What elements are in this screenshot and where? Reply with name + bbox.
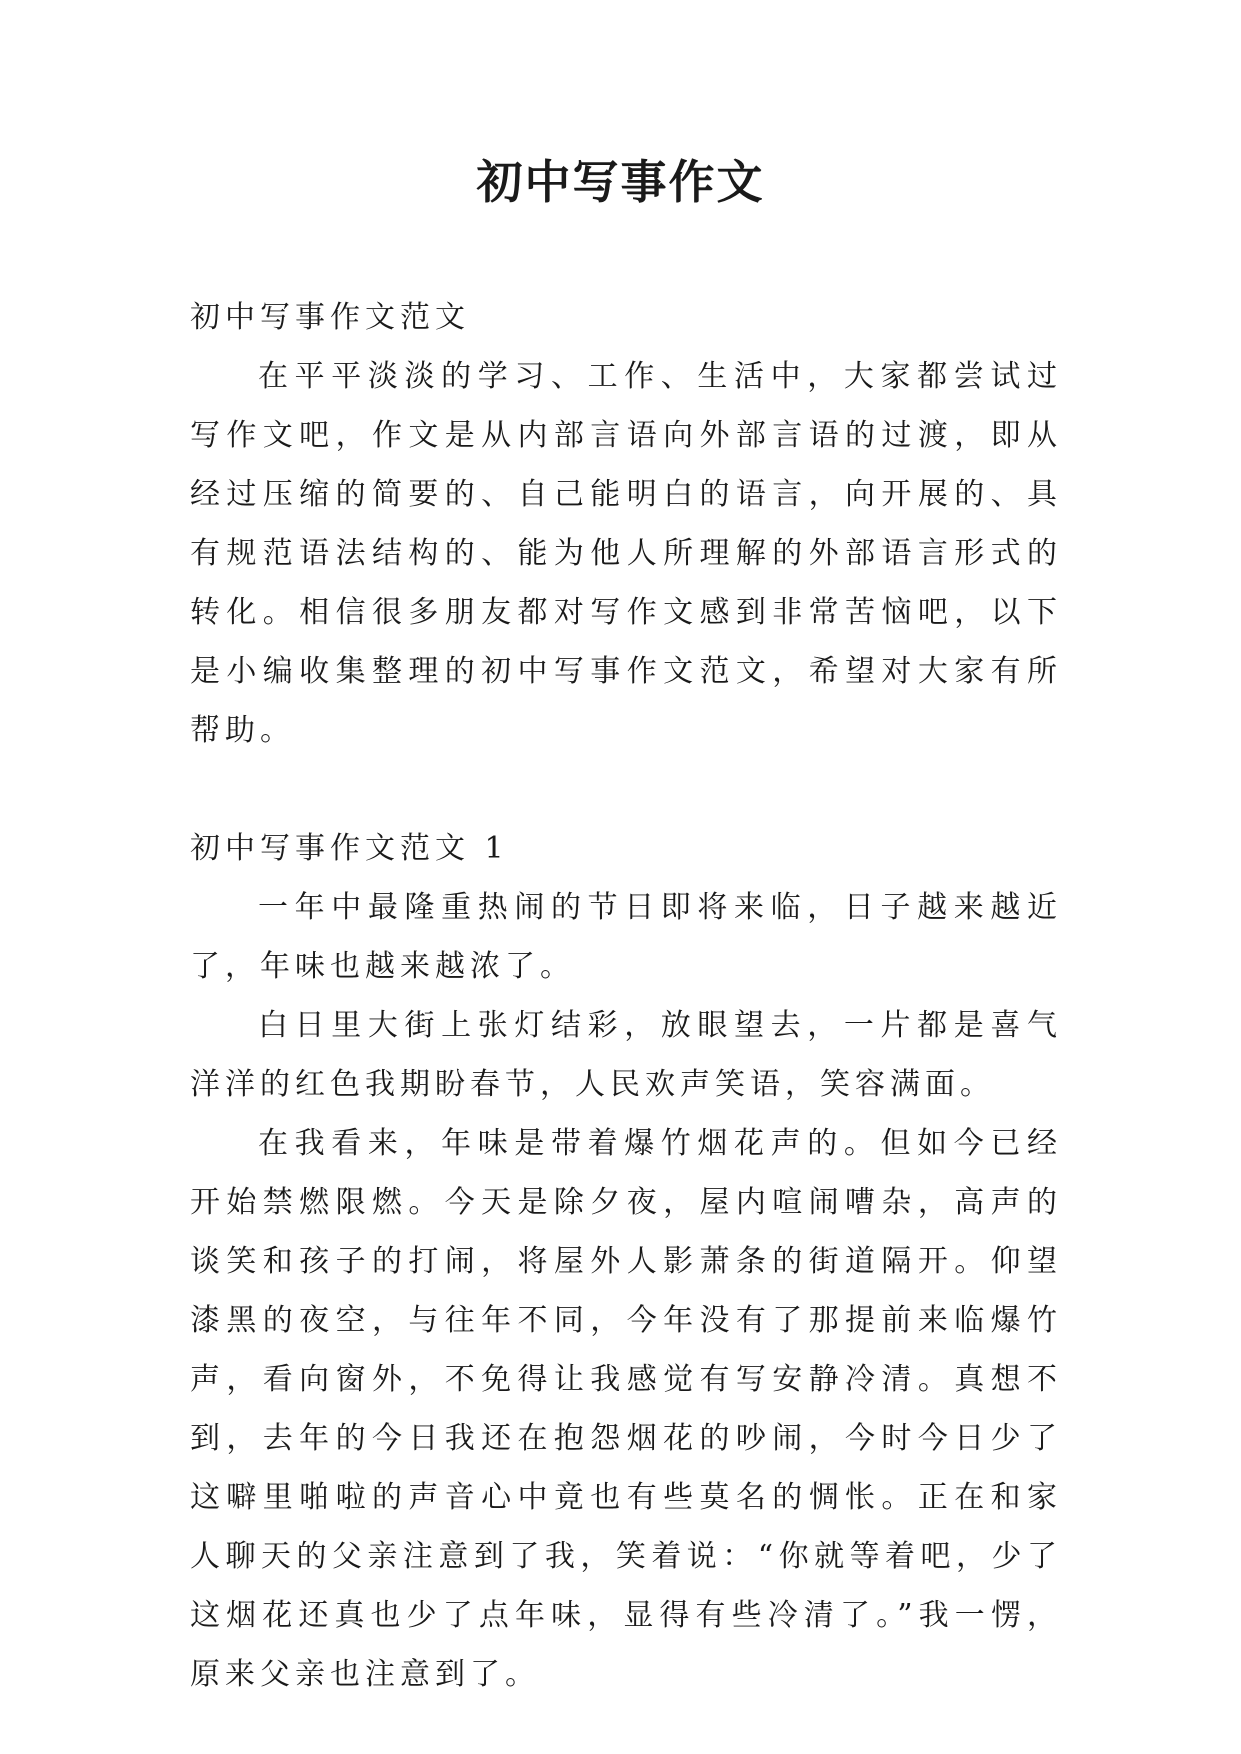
section-heading-intro: 初中写事作文范文 bbox=[190, 300, 470, 335]
intro-paragraph: 在平平淡淡的学习、工作、生活中，大家都尝试过写作文吧，作文是从内部言语向外部言语的过渡，即从经过压缩的简要的、自己能明白的语言，向开展的、具有规范语法结构的、能为他人所理解的外部语言形式的转化。相信很多朋友都对写作文感到非常苦恼吧，以下是小编收集整理的初中写事作文范文，希望对大家有所帮助。 bbox=[190, 359, 1062, 748]
section-1-paragraph-3: 在我看来，年味是带着爆竹烟花声的。但如今已经开始禁燃限燃。今天是除夕夜，屋内喧闹嘈杂，高声的谈笑和孩子的打闹，将屋外人影萧条的街道隔开。仰望漆黑的夜空，与往年不同，今年没有了那提前来临爆竹声，看向窗外，不免得让我感觉有写安静冷清。真想不到，去年的今日我还在抱怨烟花的吵闹，今时今日少了这噼里啪啦的声音心中竟也有些莫名的惆怅。正在和家人聊天的父亲注意到了我，笑着说：“你就等着吧，少了这烟花还真也少了点年味，显得有些冷清了。”我一愣，原来父亲也注意到了。 bbox=[190, 1126, 1062, 1692]
section-heading-1: 初中写事作文范文 1 bbox=[190, 831, 509, 866]
document-body bbox=[190, 288, 1062, 1704]
section-1-paragraph-2: 白日里大街上张灯结彩，放眼望去，一片都是喜气洋洋的红色我期盼春节，人民欢声笑语，笑容满面。 bbox=[190, 1008, 1062, 1102]
section-1-paragraph-1: 一年中最隆重热闹的节日即将来临，日子越来越近了，年味也越来越浓了。 bbox=[190, 890, 1062, 984]
section-spacer bbox=[190, 760, 1062, 819]
document-title: 初中写事作文 bbox=[476, 155, 765, 209]
